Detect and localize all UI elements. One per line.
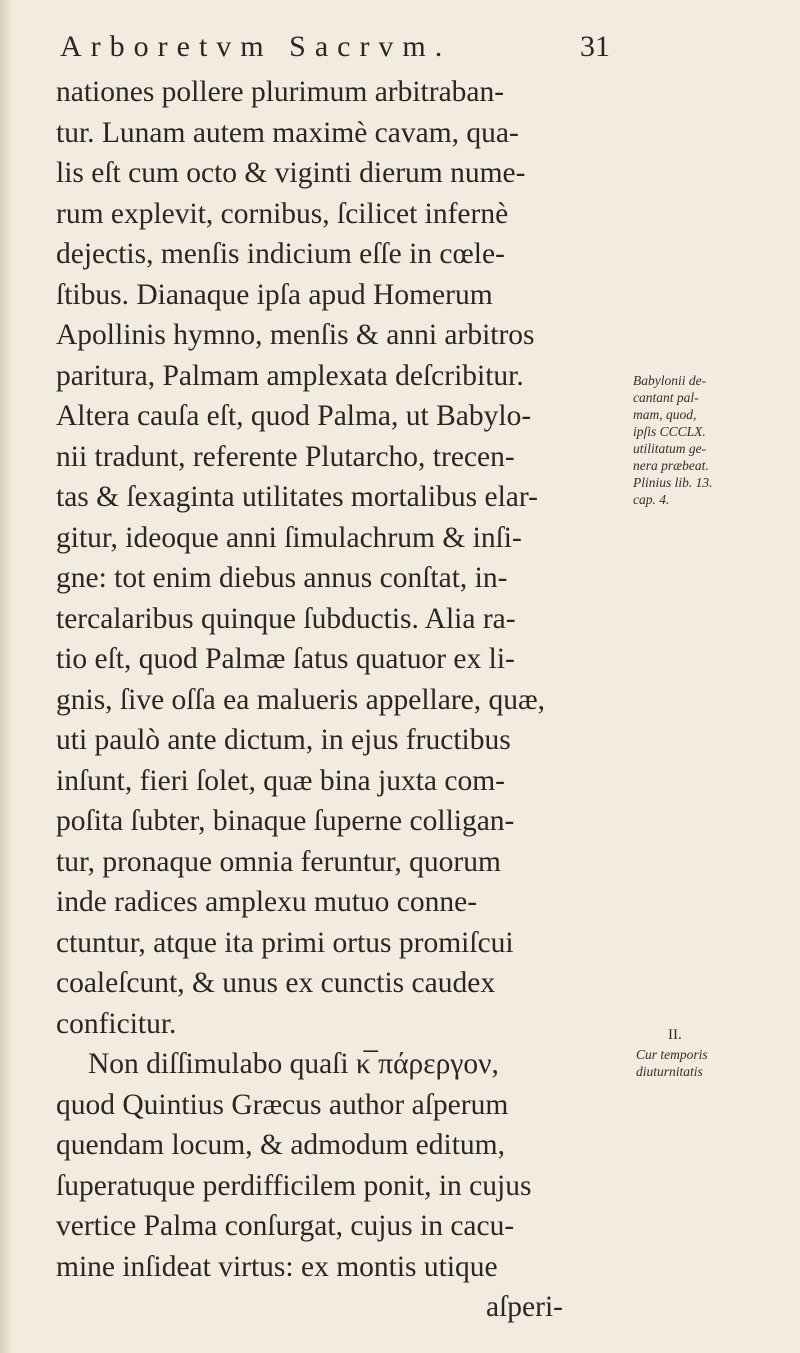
margin-line: mam, quod, — [633, 407, 697, 422]
main-text-block — [56, 72, 616, 1328]
text-line: Apollinis hymno, menſis & anni arbitros — [56, 319, 535, 351]
text-line: gitur, ideoque anni ſimulachrum & inſi- — [56, 521, 522, 554]
marginal-note-babylonii — [633, 372, 713, 508]
page-number: 31 — [580, 30, 610, 63]
text-line: ctuntur, atque ita primi ortus promiſcui — [56, 926, 514, 959]
text-line: gne: tot enim diebus annus conſtat, in- — [56, 562, 508, 594]
page-edge-shadow — [0, 0, 12, 1353]
text-line: inſunt, fieri ſolet, quæ bina juxta com- — [56, 764, 505, 797]
text-line: Altera cauſa eſt, quod Palma, ut Babylo- — [56, 400, 532, 432]
text-line: Non diſſimulabo quaſi κ̅ πάρεργον, — [88, 1048, 499, 1080]
text-line: quendam locum, & admodum editum, — [56, 1129, 505, 1161]
margin-line: utilitatum ge- — [633, 441, 707, 456]
margin-line: Plinius lib. 13. — [633, 475, 713, 490]
text-line: aſperi- — [486, 1291, 563, 1323]
margin-line: cap. 4. — [633, 492, 670, 507]
text-line: conficitur. — [56, 1007, 177, 1040]
text-line: quod Quintius Græcus author aſperum — [56, 1088, 509, 1121]
text-line: poſita ſubter, binaque ſuperne colligan- — [56, 805, 515, 837]
margin-line: cantant pal- — [633, 390, 699, 405]
text-line: tas & ſexaginta utilitates mortalibus elar- — [56, 481, 538, 513]
margin-line: diuturnitatis — [636, 1064, 703, 1079]
text-line: gnis, ſive oſſa ea malueris appellare, quæ, — [56, 683, 546, 716]
running-header — [60, 30, 730, 70]
text-line: coaleſcunt, & unus ex cunctis caudex — [56, 967, 496, 999]
text-line: ſtibus. Dianaque ipſa apud Homerum — [56, 278, 493, 311]
section-number: II. — [668, 1027, 682, 1043]
text-line: paritura, Palmam amplexata deſcribitur. — [56, 359, 524, 392]
margin-line: nera præbeat. — [633, 458, 709, 473]
text-line: mine inſideat virtus: ex montis utique — [56, 1250, 498, 1283]
text-line: lis eſt cum octo & viginti dierum nume- — [56, 157, 526, 189]
text-line: dejectis, menſis indicium eſſe in cœle- — [56, 238, 505, 270]
text-line: tur. Lunam autem maximè cavam, qua- — [56, 116, 519, 149]
margin-line: Babylonii de- — [633, 373, 707, 388]
running-title: Arboretvm Sacrvm. — [60, 30, 452, 63]
text-line: vertice Palma conſurgat, cujus in cacu- — [56, 1210, 515, 1242]
text-line: inde radices amplexu mutuo conne- — [56, 886, 478, 918]
text-line: tercalaribus quinque ſubductis. Alia ra- — [56, 602, 516, 635]
text-line: ſuperatuque perdifficilem ponit, in cujus — [56, 1169, 532, 1202]
text-line: tur, pronaque omnia feruntur, quorum — [56, 845, 501, 878]
marginal-note-cur-temporis — [636, 1046, 708, 1080]
text-line: uti paulò ante dictum, in ejus fructibus — [56, 724, 511, 756]
margin-line: Cur temporis — [636, 1047, 708, 1062]
text-line: rum explevit, cornibus, ſcilicet infernè — [56, 197, 509, 230]
text-line: tio eſt, quod Palmæ ſatus quatuor ex li- — [56, 643, 515, 675]
margin-line: ipſis CCCLX. — [633, 424, 706, 439]
text-line: nii tradunt, referente Plutarcho, trecen- — [56, 440, 515, 473]
text-line: nationes pollere plurimum arbitraban- — [56, 76, 505, 108]
